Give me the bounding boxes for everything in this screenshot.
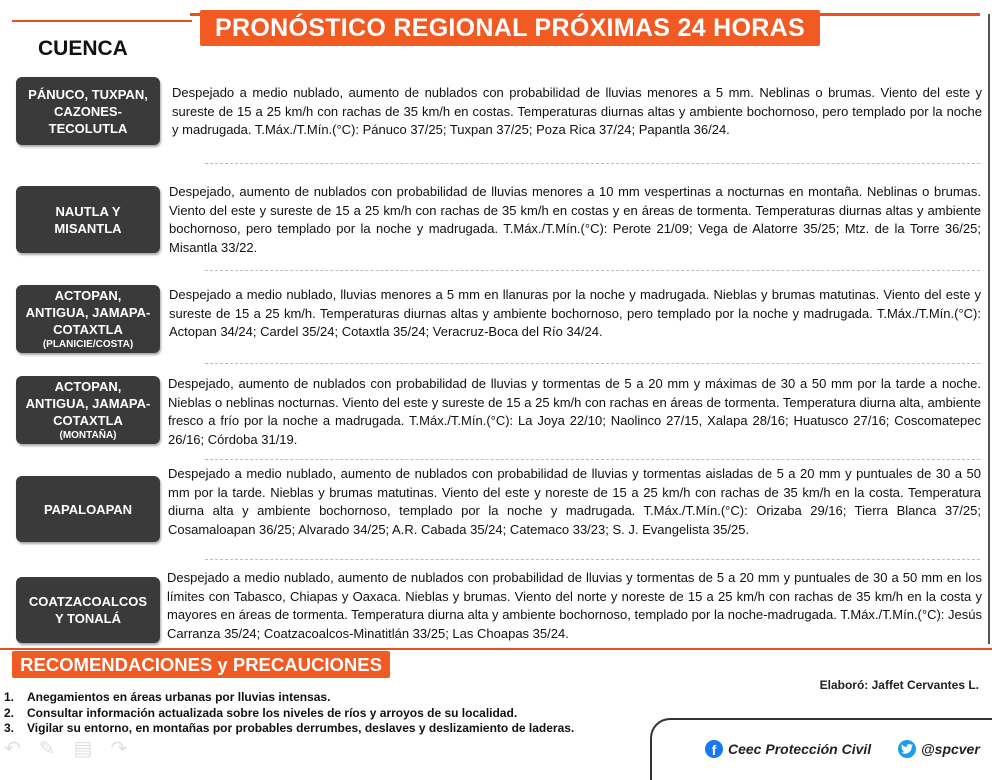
region-label-text: ACTOPAN, ANTIGUA, JAMAPA-COTAXTLA <box>25 379 151 428</box>
region-forecast-actopan-costa: Despejado a medio nublado, lluvias menores a 5 mm en llanuras por la noche y madrugada. Nieblas y brumas matutinas. Viento del este y sureste de 15 a 25 km/h. Temperaturas diurnas altas y ambiente bochornoso, pero templado por la noche y madrugada. T.Máx./T.Mín.(°C): Actopan 34/24; Cardel 35/24; Cotaxtla 35/24; Veracruz-Boca del Río 34/24. <box>169 287 981 340</box>
region-label-papaloapan <box>16 476 160 542</box>
region-label-coatzacoalcos <box>16 577 160 643</box>
region-label-text: NAUTLA Y MISANTLA <box>54 203 122 236</box>
separator <box>205 163 980 164</box>
list-item <box>4 690 574 706</box>
region-forecast-papaloapan: Despejado a medio nublado, aumento de nublados con probabilidad de lluvias y tormentas aisladas de 5 a 20 mm y puntuales de 30 a 50 mm por la tarde. Nieblas y brumas matutinas. Viento del este y noreste de 15 a 25 km/h con rachas de 35 km/h en la costa. Temperatura diurna alta y ambiente bochornoso, templado por la noche y madrugada. T.Máx./T.Mín.(°C): Orizaba 29/16; Tierra Blanca 37/25; Cosamaloapan 36/25; Alvarado 34/25; A.R. Cabada 35/24; Catemaco 33/23; S. J. Evangelista 35/25. <box>168 466 981 537</box>
region-forecast-coatzacoalcos: Despejado a medio nublado, aumento de nublados con probabilidad de lluvias y tormentas de 5 a 20 mm y puntuales de 30 a 50 mm en los límites con Tabasco, Chiapas y Oaxaca. Nieblas y brumas. Viento del norte y noreste de 15 a 25 km/h con rachas de 35 km/h en la costa y mayores en áreas de tormenta. Temperatura diurna alta y ambiente bochornoso, templado por la noche-madrugada. T.Máx./T.Mín.(°C): Jesús Carranza 35/24; Coatzacoalcos-Minatitlán 33/25; Las Choapas 35/24. <box>167 570 982 641</box>
separator <box>205 363 980 364</box>
list-item-text: Consultar información actualizada sobre los niveles de ríos y arroyos de su localidad. <box>27 705 518 720</box>
menu-icon: ▤ <box>73 738 93 760</box>
arrow-right-icon: ↷ <box>110 738 128 760</box>
facebook-icon: f <box>705 740 723 758</box>
header-rule-left <box>12 20 192 22</box>
region-label-sub: (MONTAÑA) <box>59 430 117 441</box>
region-label-nautla <box>16 186 160 253</box>
recommendations-list <box>4 690 574 737</box>
region-label-panuco <box>16 77 160 145</box>
region-label-actopan-costa <box>16 285 160 353</box>
list-item-number: 1. <box>4 690 15 704</box>
pen-icon: ✎ <box>38 738 56 760</box>
list-item <box>4 706 574 722</box>
cuenca-heading: CUENCA <box>38 37 128 60</box>
region-forecast-panuco: Despejado a medio nublado, aumento de nublados con probabilidad de lluvias menores a 5 mm. Neblinas o brumas. Viento del este y sureste de 15 a 25 km/h con rachas de 35 km/h en costas. Temperaturas diurnas altas y ambiente bochornoso, pero templado por la noche y madrugada. T.Máx./T.Mín.(°C): Pánuco 37/25; Tuxpan 37/25; Poza Rica 37/24; Papantla 36/24. <box>172 85 982 138</box>
separator <box>205 270 980 271</box>
region-label-text: PAPALOAPAN <box>43 501 133 517</box>
arrow-left-icon: ↶ <box>4 738 21 760</box>
region-label-actopan-montana <box>16 376 160 444</box>
twitter-link[interactable] <box>898 740 980 758</box>
list-item-number: 3. <box>4 721 15 735</box>
region-label-text: ACTOPAN, ANTIGUA, JAMAPA-COTAXTLA <box>25 288 151 337</box>
region-label-sub: (PLANICIE/COSTA) <box>42 339 134 350</box>
facebook-handle: Ceec Protección Civil <box>728 741 872 757</box>
page-title: PRONÓSTICO REGIONAL PRÓXIMAS 24 HORAS <box>200 10 820 46</box>
twitter-icon <box>898 740 916 758</box>
author-credit: Elaboró: Jaffet Cervantes L. <box>819 678 979 692</box>
region-label-text: PÁNUCO, TUXPAN, CAZONES-TECOLUTLA <box>28 86 148 136</box>
separator <box>205 459 980 460</box>
list-item-number: 2. <box>4 705 15 720</box>
region-label-text: COATZACOALCOS Y TONALÁ <box>28 594 148 626</box>
list-item <box>4 721 574 737</box>
twitter-handle: @spcver <box>921 741 980 757</box>
page-border-right <box>988 14 990 644</box>
separator <box>205 559 980 560</box>
region-forecast-nautla: Despejado, aumento de nublados con probabilidad de lluvias menores a 10 mm vespertinas a nocturnas en montaña. Neblinas o brumas. Viento del este y sureste de 15 a 25 km/h con rachas de 35 km/h en costas y en áreas de tormenta. Temperaturas diurnas altas y ambiente bochornoso, pero templado por la noche y madrugada. T.Máx./T.Mín.(°C): Perote 21/09; Vega de Alatorre 35/25; Mtz. de la Torre 36/25; Misantla 33/22. <box>169 184 981 255</box>
list-item-text: Anegamientos en áreas urbanas por lluvias intensas. <box>27 690 331 704</box>
list-item-text: Vigilar su entorno, en montañas por probables derrumbes, deslaves y deslizamiento de laderas. <box>27 721 575 735</box>
recommendations-title: RECOMENDACIONES y PRECAUCIONES <box>12 651 390 678</box>
recommendations-rule <box>0 648 992 650</box>
slide-controls <box>4 736 127 761</box>
region-forecast-actopan-montana: Despejado, aumento de nublados con probabilidad de lluvias y tormentas de 5 a 20 mm y máximas de 30 a 50 mm por la tarde a noche. Nieblas o neblinas nocturnas. Viento del este y sureste de 15 a 25 km/h con rachas en áreas de tormenta. Temperatura diurna alta, ambiente fresco a frío por la noche a madrugada. T.Máx./T.Mín.(°C): La Joya 22/10; Naolinco 27/15, Xalapa 28/16; Huatusco 27/16; Coscomatepec 26/16; Córdoba 31/19. <box>168 376 981 447</box>
facebook-link[interactable] <box>705 740 871 758</box>
